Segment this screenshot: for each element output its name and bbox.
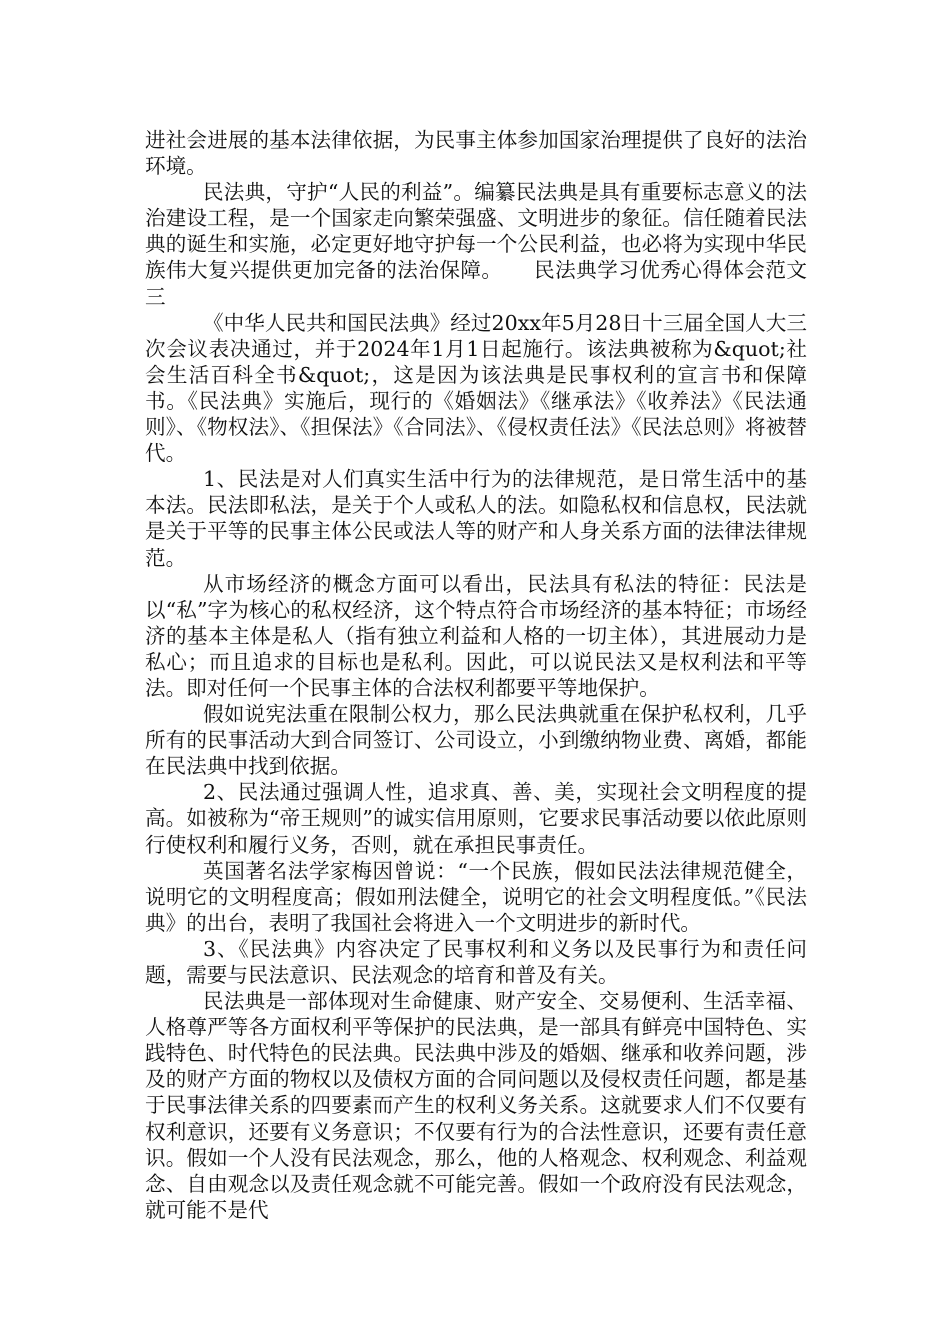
paragraph-point-2: 2、民法通过强调人性，追求真、善、美，实现社会文明程度的提高。如被称为“帝王规则”的诚实信用原则，它要求民事活动要以依此原则行使权利和履行义务，否则，就在承担民事责任。 bbox=[145, 780, 807, 857]
document-body bbox=[145, 127, 807, 1223]
paragraph-civil-code-protects-people: 民法典，守护“人民的利益”。编纂民法典是具有重要标志意义的法治建设工程，是一个国家走向繁荣强盛、文明进步的象征。信任随着民法典的诞生和实施，必定更好地守护每一个公民利益，也必将为实现中华民族伟大复兴提供更加完备的法治保障。 民法典学习优秀心得体会范文三 bbox=[145, 180, 807, 309]
paragraph-point-1: 1、民法是对人们真实生活中行为的法律规范，是日常生活中的基本法。民法即私法，是关于个人或私人的法。如隐私权和信息权，民法就是关于平等的民事主体公民或法人等的财产和人身关系方面的法律法律规范。 bbox=[145, 467, 807, 570]
paragraph-civil-code-introduction: 《中华人民共和国民法典》经过20xx年5月28日十三届全国人大三次会议表决通过，并于2024年1月1日起施行。该法典被称为&quot;社会生活百科全书&quot;，这是因为该法典是民事权利的宣言书和保障书。《民法典》实施后，现行的《婚姻法》《继承法》《收养法》《民法通则》、《物权法》、《担保法》《合同法》、《侵权责任法》《民法总则》将被替代。 bbox=[145, 310, 807, 466]
paragraph-point-3: 3、《民法典》内容决定了民事权利和义务以及民事行为和责任问题，需要与民法意识、民法观念的培育和普及有关。 bbox=[145, 936, 807, 987]
paragraph-continuation: 进社会进展的基本法律依据，为民事主体参加国家治理提供了良好的法治环境。 bbox=[145, 128, 807, 179]
paragraph-private-rights: 假如说宪法重在限制公权力，那么民法典就重在保护私权利，几乎所有的民事活动大到合同签订、公司设立，小到缴纳物业费、离婚，都能在民法典中找到依据。 bbox=[145, 702, 807, 779]
paragraph-maine-quote: 英国著名法学家梅因曾说：“一个民族，假如民法法律规范健全，说明它的文明程度高；假如刑法健全，说明它的社会文明程度低。”《民法典》的出台，表明了我国社会将进入一个文明进步的新时代。 bbox=[145, 858, 807, 935]
paragraph-rights-and-duties: 民法典是一部体现对生命健康、财产安全、交易便利、生活幸福、人格尊严等各方面权利平等保护的民法典，是一部具有鲜亮中国特色、实践特色、时代特色的民法典。民法典中涉及的婚姻、继承和收养问题，涉及的财产方面的物权以及债权方面的合同问题以及侵权责任问题，都是基于民事法律关系的四要素而产生的权利义务关系。这就要求人们不仅要有权利意识，还要有义务意识；不仅要有行为的合法性意识，还要有责任意识。假如一个人没有民法观念，那么，他的人格观念、权利观念、利益观念、自由观念以及责任观念就不可能完善。假如一个政府没有民法观念，就可能不是代 bbox=[145, 989, 807, 1222]
paragraph-market-economy: 从市场经济的概念方面可以看出，民法具有私法的特征：民法是以“私”字为核心的私权经济，这个特点符合市场经济的基本特征；市场经济的基本主体是私人（指有独立利益和人格的一切主体），其进展动力是私心；而且追求的目标也是私利。因此，可以说民法又是权利法和平等法。即对任何一个民事主体的合法权利都要平等地保护。 bbox=[145, 571, 807, 700]
